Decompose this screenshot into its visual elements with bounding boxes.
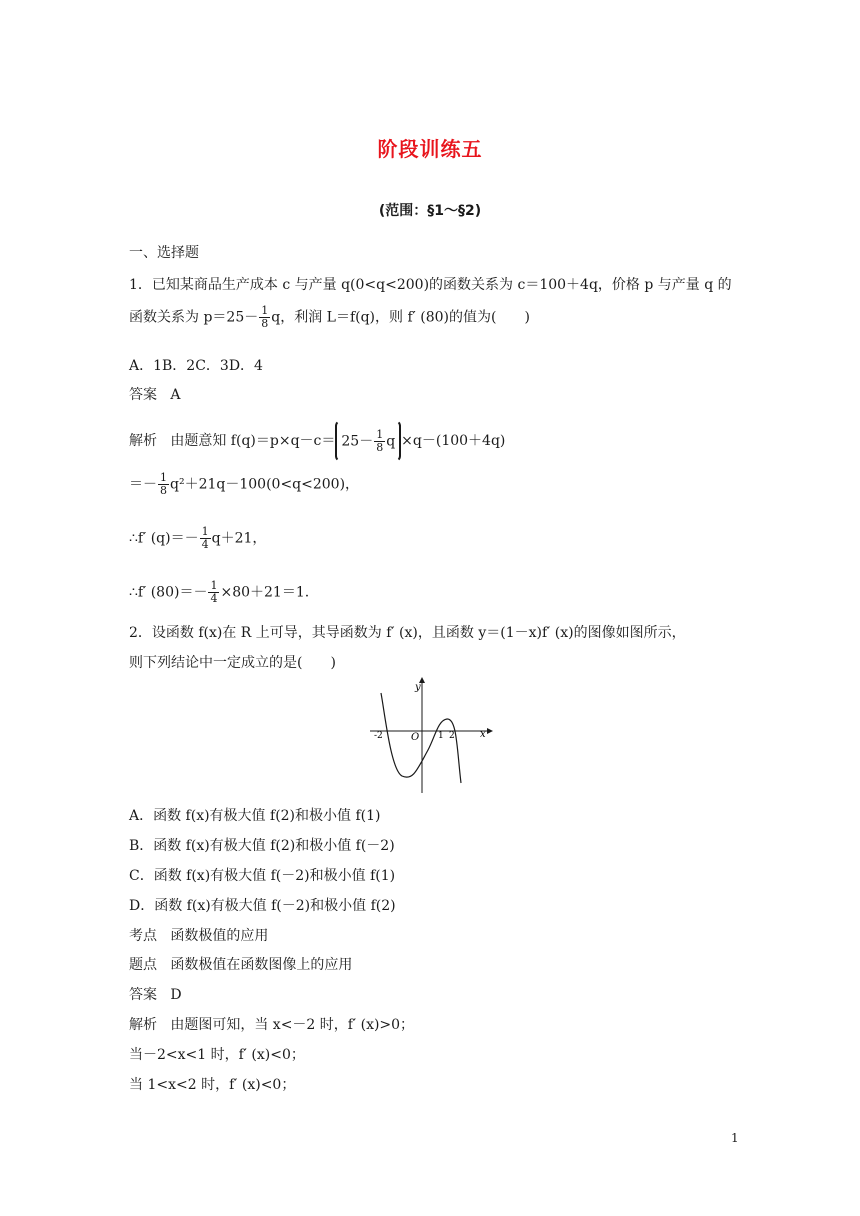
fraction-numerator: 1 <box>160 471 167 484</box>
fraction-numerator: 1 <box>376 427 384 441</box>
q1-stem-line2-suffix: q，利润 L＝f(q)，则 f′ (80)的值为( ) <box>271 309 530 326</box>
q2-solution-line2: 当－2<x<1 时，f′ (x)<0； <box>129 1047 305 1063</box>
tick-label-1: 1 <box>438 731 444 741</box>
fraction-1-8 <box>259 305 270 330</box>
q2-solution-line1 <box>129 1016 414 1034</box>
fraction-1-8 <box>158 472 169 497</box>
fraction-denominator: 4 <box>201 538 209 551</box>
q1-stem-line2-prefix: 函数关系为 p＝25－ <box>129 309 259 326</box>
page-number: 1 <box>731 1131 739 1145</box>
fraction-denominator: 4 <box>210 592 218 605</box>
q1-sol4-suffix: ×80＋21＝1. <box>220 584 310 601</box>
q2-option-d: D．函数 f(x)有极大值 f(－2)和极小值 f(2) <box>129 898 396 914</box>
fraction-1-4 <box>208 580 219 605</box>
section-heading: 一、选择题 <box>129 245 199 261</box>
q2-option-b: B．函数 f(x)有极大值 f(2)和极小值 f(－2) <box>129 838 395 854</box>
q1-sol2-prefix: ＝－ <box>129 476 157 493</box>
answer-label: 答案 <box>129 987 157 1003</box>
page-subtitle: (范围：§1～§2) <box>378 203 482 219</box>
q1-sol3-suffix: q＋21， <box>211 530 267 547</box>
q2-option-c: C．函数 f(x)有极大值 f(－2)和极小值 f(1) <box>129 868 396 884</box>
bracket-suffix: q <box>386 433 396 449</box>
answer-value: A <box>170 387 181 403</box>
fraction-denominator: 8 <box>261 317 269 330</box>
bracket-text: 25－ <box>341 433 374 449</box>
fraction-denominator: 8 <box>376 440 384 454</box>
solution-label: 解析 <box>129 433 157 449</box>
q1-sol2-suffix: q²＋21q－100(0<q<200)， <box>170 476 360 493</box>
q1-sol4-prefix: ∴f′ (80)＝－ <box>129 584 208 601</box>
x-axis-label: x <box>480 729 486 740</box>
q2-sol1-text: 由题图可知，当 x<－2 时，f′ (x)>0； <box>170 1017 415 1033</box>
answer-value: D <box>170 987 182 1003</box>
q1-solution-line1 <box>129 420 505 464</box>
q2-kaodian <box>129 927 268 945</box>
fraction-numerator: 1 <box>210 579 218 592</box>
fraction-numerator: 1 <box>201 525 209 538</box>
function-graph <box>365 675 495 797</box>
q1-answer <box>129 386 180 404</box>
q1-options: A．1B．2C．3D．4 <box>129 358 263 374</box>
q1-stem-line2 <box>129 305 530 330</box>
fraction-denominator: 8 <box>160 484 167 497</box>
q2-stem-line2: 则下列结论中一定成立的是( ) <box>129 655 336 671</box>
q2-tidian <box>129 956 352 974</box>
x-axis-arrow <box>487 728 493 734</box>
solution-label: 解析 <box>129 1017 157 1033</box>
fraction-1-4 <box>200 526 211 551</box>
q1-sol1-suffix: ×q－(100＋4q) <box>401 433 506 449</box>
tidian-label: 题点 <box>129 957 157 973</box>
tidian-value: 函数极值在函数图像上的应用 <box>170 957 353 973</box>
tick-label-2: 2 <box>449 731 455 741</box>
q1-solution-line4 <box>129 580 309 605</box>
q2-stem-line1: 2．设函数 f(x)在 R 上可导，其导函数为 f′ (x)，且函数 y＝(1－x)f′ (x)的图像如图所示， <box>129 625 686 641</box>
fraction-1-8 <box>374 429 385 454</box>
fraction-numerator: 1 <box>261 304 269 317</box>
q2-solution-line3: 当 1<x<2 时，f′ (x)<0； <box>129 1077 296 1093</box>
q1-solution-line3 <box>129 526 266 551</box>
y-axis-label: y <box>415 682 421 693</box>
page-title: 阶段训练五 <box>377 137 483 161</box>
bracket-expression <box>335 420 401 462</box>
q1-sol3-prefix: ∴f′ (q)＝－ <box>129 530 199 547</box>
q1-stem-line1: 1．已知某商品生产成本 c 与产量 q(0<q<200)的函数关系为 c＝100＋4q，价格 p 与产量 q 的 <box>129 277 732 293</box>
origin-label: O <box>411 732 420 743</box>
kaodian-label: 考点 <box>129 928 157 944</box>
tick-label-neg2: -2 <box>374 731 383 741</box>
q2-option-a: A．函数 f(x)有极大值 f(2)和极小值 f(1) <box>129 808 381 824</box>
answer-label: 答案 <box>129 387 157 403</box>
kaodian-value: 函数极值的应用 <box>170 928 269 944</box>
q1-solution-line2 <box>129 472 359 497</box>
q1-sol1-prefix: 由题意知 f(q)＝p×q－c＝ <box>170 433 336 449</box>
q2-answer <box>129 986 182 1004</box>
